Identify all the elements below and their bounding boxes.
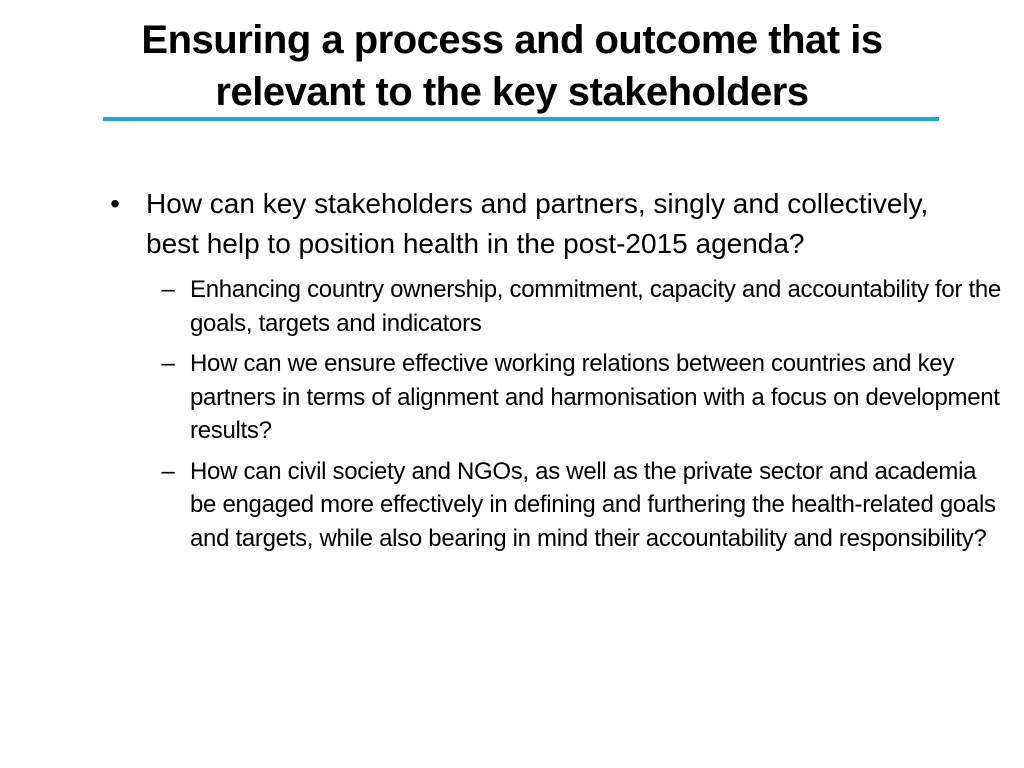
sub-bullet-list [146,273,1001,555]
sub-bullet-item [146,455,1002,556]
bullet-text: How can key stakeholders and partners, singly and collectively, best help to position health in the post-2015 agenda? [146,188,929,259]
sub-bullet-marker: – [161,457,175,485]
sub-bullet-marker: – [161,276,175,303]
bullet-item [105,184,1001,555]
slide-title [60,14,964,118]
sub-bullet-text: How can civil society and NGOs, as well as the private sector and academia be engaged more effectively in defining and furthering the health-related goals and targets, while also bearing in mind their accountability and responsibility? [190,457,996,552]
slide-body [105,184,1001,562]
sub-bullet-item [146,273,1002,340]
slide-title-line-2: relevant to the key stakeholders [215,70,809,114]
sub-bullet-text: How can we ensure effective working relations between countries and key partners in terms of alignment and harmonisation with a focus on development results? [190,350,1000,444]
title-underline [103,117,939,121]
sub-bullet-text: Enhancing country ownership, commitment, capacity and accountability for the goals, targets and indicators [190,276,1001,337]
sub-bullet-marker: – [161,350,175,377]
bullet-marker: • [110,188,120,219]
slide-title-line-1: Ensuring a process and outcome that is [141,18,883,62]
sub-bullet-item [146,347,1002,448]
